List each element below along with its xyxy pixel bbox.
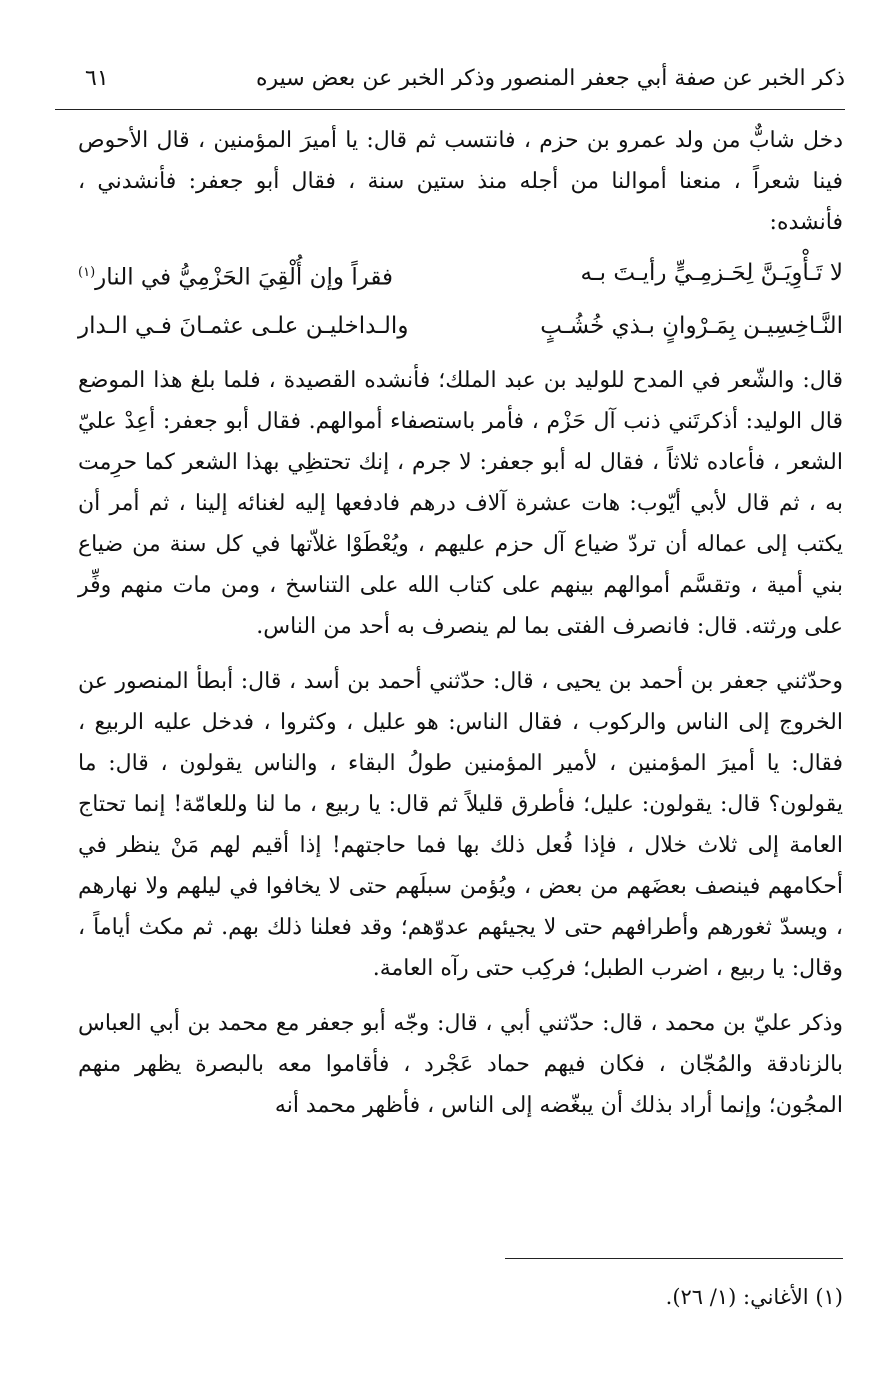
paragraph-gap bbox=[78, 989, 843, 1003]
verse-2-first-hemistich: النَّـاخِسِيـن بِمَـرْوانٍ بـذي خُشُـبٍ bbox=[540, 312, 843, 339]
footnote bbox=[666, 1285, 843, 1309]
running-head: ذكر الخبر عن صفة أبي جعفر المنصور وذكر الخبر عن بعض سيره bbox=[255, 66, 845, 91]
paragraph-3: وحدّثني جعفر بن أحمد بن يحيى ، قال: حدّثني أحمد بن أسد ، قال: أبطأ المنصور عن الخروج إلى الناس والركوب ، فقال الناس: هو عليل ، وكثروا ، فدخل عليه الربيع ، فقال: يا أميرَ المؤمنين ، لأمير المؤمنين طولُ البقاء ، والناس يقولون ، قال: ما يقولون؟ قال: يقولون: عليل؛ فأطرق قليلاً ثم قال: يا ربيع ، ما لنا وللعامّة! إنما تحتاج العامة إلى ثلاث خلال ، فإذا فُعل ذلك بها فما حاجتهم! إذا أقيم لهم مَنْ ينظر في أحكامهم فينصف بعضَهم من بعض ، ويُؤمن سبلَهم حتى لا يخافوا في ليلهم ولا نهارهم ، ويسدّ ثغورهم وأطرافهم حتى لا يجيئهم عدوّهم؛ وقد فعلنا ذلك بهم. ثم مكث أياماً ، وقال: يا ربيع ، اضرب الطبل؛ فركِب حتى رآه العامة. bbox=[78, 668, 843, 981]
verse-1-second-text: فقراً وإن أُلْقِيَ الحَزْمِيُّ في النار bbox=[95, 264, 394, 291]
paragraph-2: قال: والشّعر في المدح للوليد بن عبد الملك؛ فأنشده القصيدة ، فلما بلغ هذا الموضع قال الوليد: أذكرتَني ذنب آل حَزْم ، فأمر باستصفاء أموالهم. فقال أبو جعفر: أعِدْ عليّ الشعر ، فأعاده ثلاثاً ، فقال له أبو جعفر: لا جرم ، إنك تحتظِي بهذا الشعر كما حرِمت به ، ثم قال لأبي أيّوب: هات عشرة آلاف درهم فادفعها إليه لغنائه إلينا ، ثم أمر أن يكتب إلى عماله أن تردّ ضياع آل حزم عليهم ، ويُعْطَوْا غلاّتها في كل سنة من ضياع بني أمية ، وتقسَّم أموالهم بينهم على كتاب الله على التناسخ ، ومن مات منهم وفِّر على ورثته. قال: فانصرف الفتى بما لم ينصرف به أحد من الناس. bbox=[78, 367, 843, 639]
paragraph-gap bbox=[78, 647, 843, 661]
footnote-number: (١) bbox=[815, 1285, 843, 1309]
paragraph-1: دخل شابٌّ من ولد عمرو بن حزم ، فانتسب ثم قال: يا أميرَ المؤمنين ، قال الأحوص فينا شعراً ، منعنا أموالنا من أجله منذ ستين سنة ، فقال أبو جعفر: فأنشدني ، فأنشده: bbox=[78, 128, 843, 235]
footnote-text: الأغاني: (١/ ٢٦). bbox=[665, 1285, 809, 1309]
page-number: ٦١ bbox=[85, 66, 109, 91]
header-rule bbox=[55, 109, 845, 110]
verse-1-first-hemistich: لا تَـأْوِيَـنَّ لِحَـزمِـيٍّ رأيـتَ بـه bbox=[580, 260, 843, 286]
paragraph-4: وذكر عليّ بن محمد ، قال: حدّثني أبي ، قال: وجّه أبو جعفر مع محمد بن أبي العباس بالزنادقة والمُجّان ، فكان فيهم حماد عَجْرد ، فأقاموا معه بالبصرة يظهر منهم المجُون؛ وإنما أراد بذلك أن يبغّضه إلى الناس ، فأظهر محمد أنه bbox=[78, 1010, 843, 1118]
verse-2-second-hemistich: والـداخليـن علـى عثمـانَ فـي الـدار bbox=[78, 312, 409, 339]
main-text bbox=[78, 120, 843, 1126]
verse-1-second-hemistich bbox=[78, 249, 393, 302]
poem bbox=[78, 249, 843, 350]
footnote-rule bbox=[505, 1258, 843, 1259]
footnote-marker: (١) bbox=[78, 265, 96, 280]
page-header bbox=[55, 66, 845, 106]
verse-line-2 bbox=[78, 302, 843, 350]
verse-line-1 bbox=[78, 249, 843, 302]
